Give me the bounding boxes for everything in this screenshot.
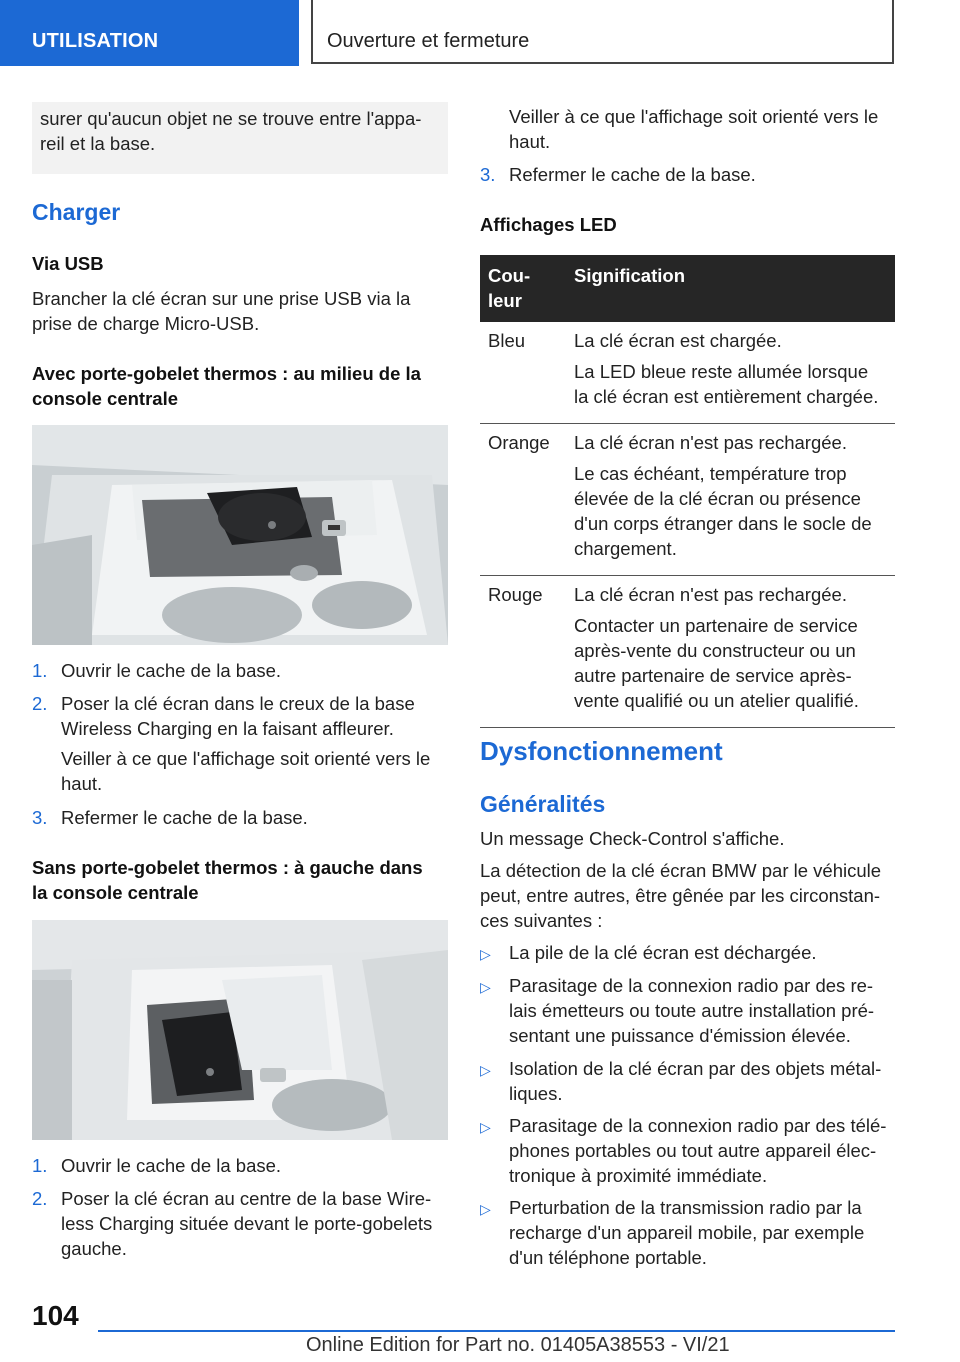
step-a-1 — [32, 658, 448, 683]
step-b-2 — [32, 1186, 448, 1261]
step-text: Refermer le cache de la base. — [61, 807, 308, 828]
chapter-title: Ouverture et fermeture — [327, 30, 530, 52]
triangle-bullet-icon: ▷ — [480, 979, 491, 995]
table-header-row — [480, 255, 895, 322]
step-number: 1. — [32, 660, 48, 681]
meaning-line: La clé écran n'est pas rechargée. — [574, 584, 847, 605]
bullet-item — [480, 940, 896, 965]
column-header-meaning: Signification — [566, 255, 895, 322]
meaning-line: La clé écran est chargée. — [574, 330, 782, 351]
step-a-2 — [32, 691, 448, 741]
general-text-1: Un message Check-Control s'affiche. — [480, 828, 785, 849]
usb-heading: Via USB — [32, 253, 104, 274]
triangle-bullet-icon: ▷ — [480, 1119, 491, 1135]
table-row — [480, 576, 895, 728]
chapter-tab — [311, 0, 894, 64]
bullet-item — [480, 1056, 896, 1106]
bullet-text: Parasitage de la connexion radio par des télé-phones portables ou tout autre appareil élec-tronique à proximité immédiate. — [509, 1115, 887, 1186]
bullet-item — [480, 973, 896, 1048]
general-text-2: La détection de la clé écran BMW par le véhicule peut, entre autres, être gênée par les circonstan-ces suivantes : — [480, 860, 882, 931]
bullet-text: Perturbation de la transmission radio par la recharge d'un appareil mobile, par exemple d'un téléphone portable. — [509, 1197, 865, 1268]
step-text: Poser la clé écran dans le creux de la base Wireless Charging en la faisant affleurer. — [61, 693, 415, 739]
step-text: Poser la clé écran au centre de la base Wire-less Charging située devant le porte-gobelets gauche. — [61, 1188, 433, 1259]
general-heading: Généralités — [480, 791, 606, 817]
led-table — [480, 255, 895, 728]
triangle-bullet-icon: ▷ — [480, 1201, 491, 1217]
table-row — [480, 424, 895, 576]
meaning-line: Le cas échéant, température trop élevée de la clé écran ou présence d'un corps étranger dans le socle de chargement. — [574, 463, 872, 559]
triangle-bullet-icon: ▷ — [480, 1062, 491, 1078]
usb-text: Brancher la clé écran sur une prise USB via la prise de charge Micro-USB. — [32, 288, 411, 334]
step-b-1 — [32, 1153, 448, 1178]
footer-divider — [98, 1330, 895, 1332]
led-meaning — [566, 424, 895, 576]
charger-heading: Charger — [32, 199, 121, 225]
step-a-3 — [32, 805, 448, 830]
step-number: 2. — [32, 1188, 48, 1209]
meaning-line: La LED bleue reste allumée lorsque la clé écran est entièrement chargée. — [574, 361, 879, 407]
console-photo-2 — [32, 920, 448, 1140]
step-continued — [480, 104, 896, 154]
bullet-item — [480, 1195, 896, 1270]
page-number: 104 — [32, 1300, 79, 1331]
led-color: Rouge — [480, 576, 566, 728]
step-text: Veiller à ce que l'affichage soit orienté vers le haut. — [61, 748, 431, 794]
led-color: Bleu — [480, 322, 566, 424]
with-holder-heading: Avec porte-gobelet thermos : au milieu de la console centrale — [32, 363, 421, 409]
section-tab — [0, 0, 299, 66]
step-number: 2. — [32, 693, 48, 714]
step-text: Refermer le cache de la base. — [509, 164, 756, 185]
step-number: 3. — [32, 807, 48, 828]
led-heading: Affichages LED — [480, 214, 617, 235]
led-color: Orange — [480, 424, 566, 576]
step-text: Ouvrir le cache de la base. — [61, 660, 282, 681]
edition-text: Online Edition for Part no. 01405A38553 - VI/21 — [306, 1334, 730, 1356]
step-a-2-note — [32, 746, 448, 796]
led-meaning — [566, 322, 895, 424]
step-text: Ouvrir le cache de la base. — [61, 1155, 282, 1176]
led-meaning — [566, 576, 895, 728]
column-header-color: Cou-leur — [480, 255, 566, 322]
note-box — [32, 102, 448, 174]
section-title: UTILISATION — [32, 30, 159, 52]
table-row — [480, 322, 895, 424]
step-number: 3. — [480, 164, 496, 185]
step-number: 1. — [32, 1155, 48, 1176]
console-photo-1 — [32, 425, 448, 645]
meaning-line: Contacter un partenaire de service après-vente du constructeur ou un autre partenaire de service après-vente qualifié ou un atelier qualifié. — [574, 615, 859, 711]
bullet-text: Parasitage de la connexion radio par des re-lais émetteurs ou toute autre installation pré-sentant une puissance d'émission élevée. — [509, 975, 875, 1046]
bullet-text: La pile de la clé écran est déchargée. — [509, 942, 817, 963]
without-holder-heading: Sans porte-gobelet thermos : à gauche dans la console centrale — [32, 857, 423, 903]
meaning-line: La clé écran n'est pas rechargée. — [574, 432, 847, 453]
step-text: Veiller à ce que l'affichage soit orienté vers le haut. — [509, 106, 879, 152]
bullet-text: Isolation de la clé écran par des objets métal-liques. — [509, 1058, 882, 1104]
triangle-bullet-icon: ▷ — [480, 946, 491, 962]
note-text: surer qu'aucun objet ne se trouve entre l'appa-reil et la base. — [40, 108, 422, 154]
bullet-item — [480, 1113, 896, 1188]
malfunction-heading: Dysfonctionnement — [480, 736, 723, 766]
step-right-3 — [480, 162, 896, 187]
